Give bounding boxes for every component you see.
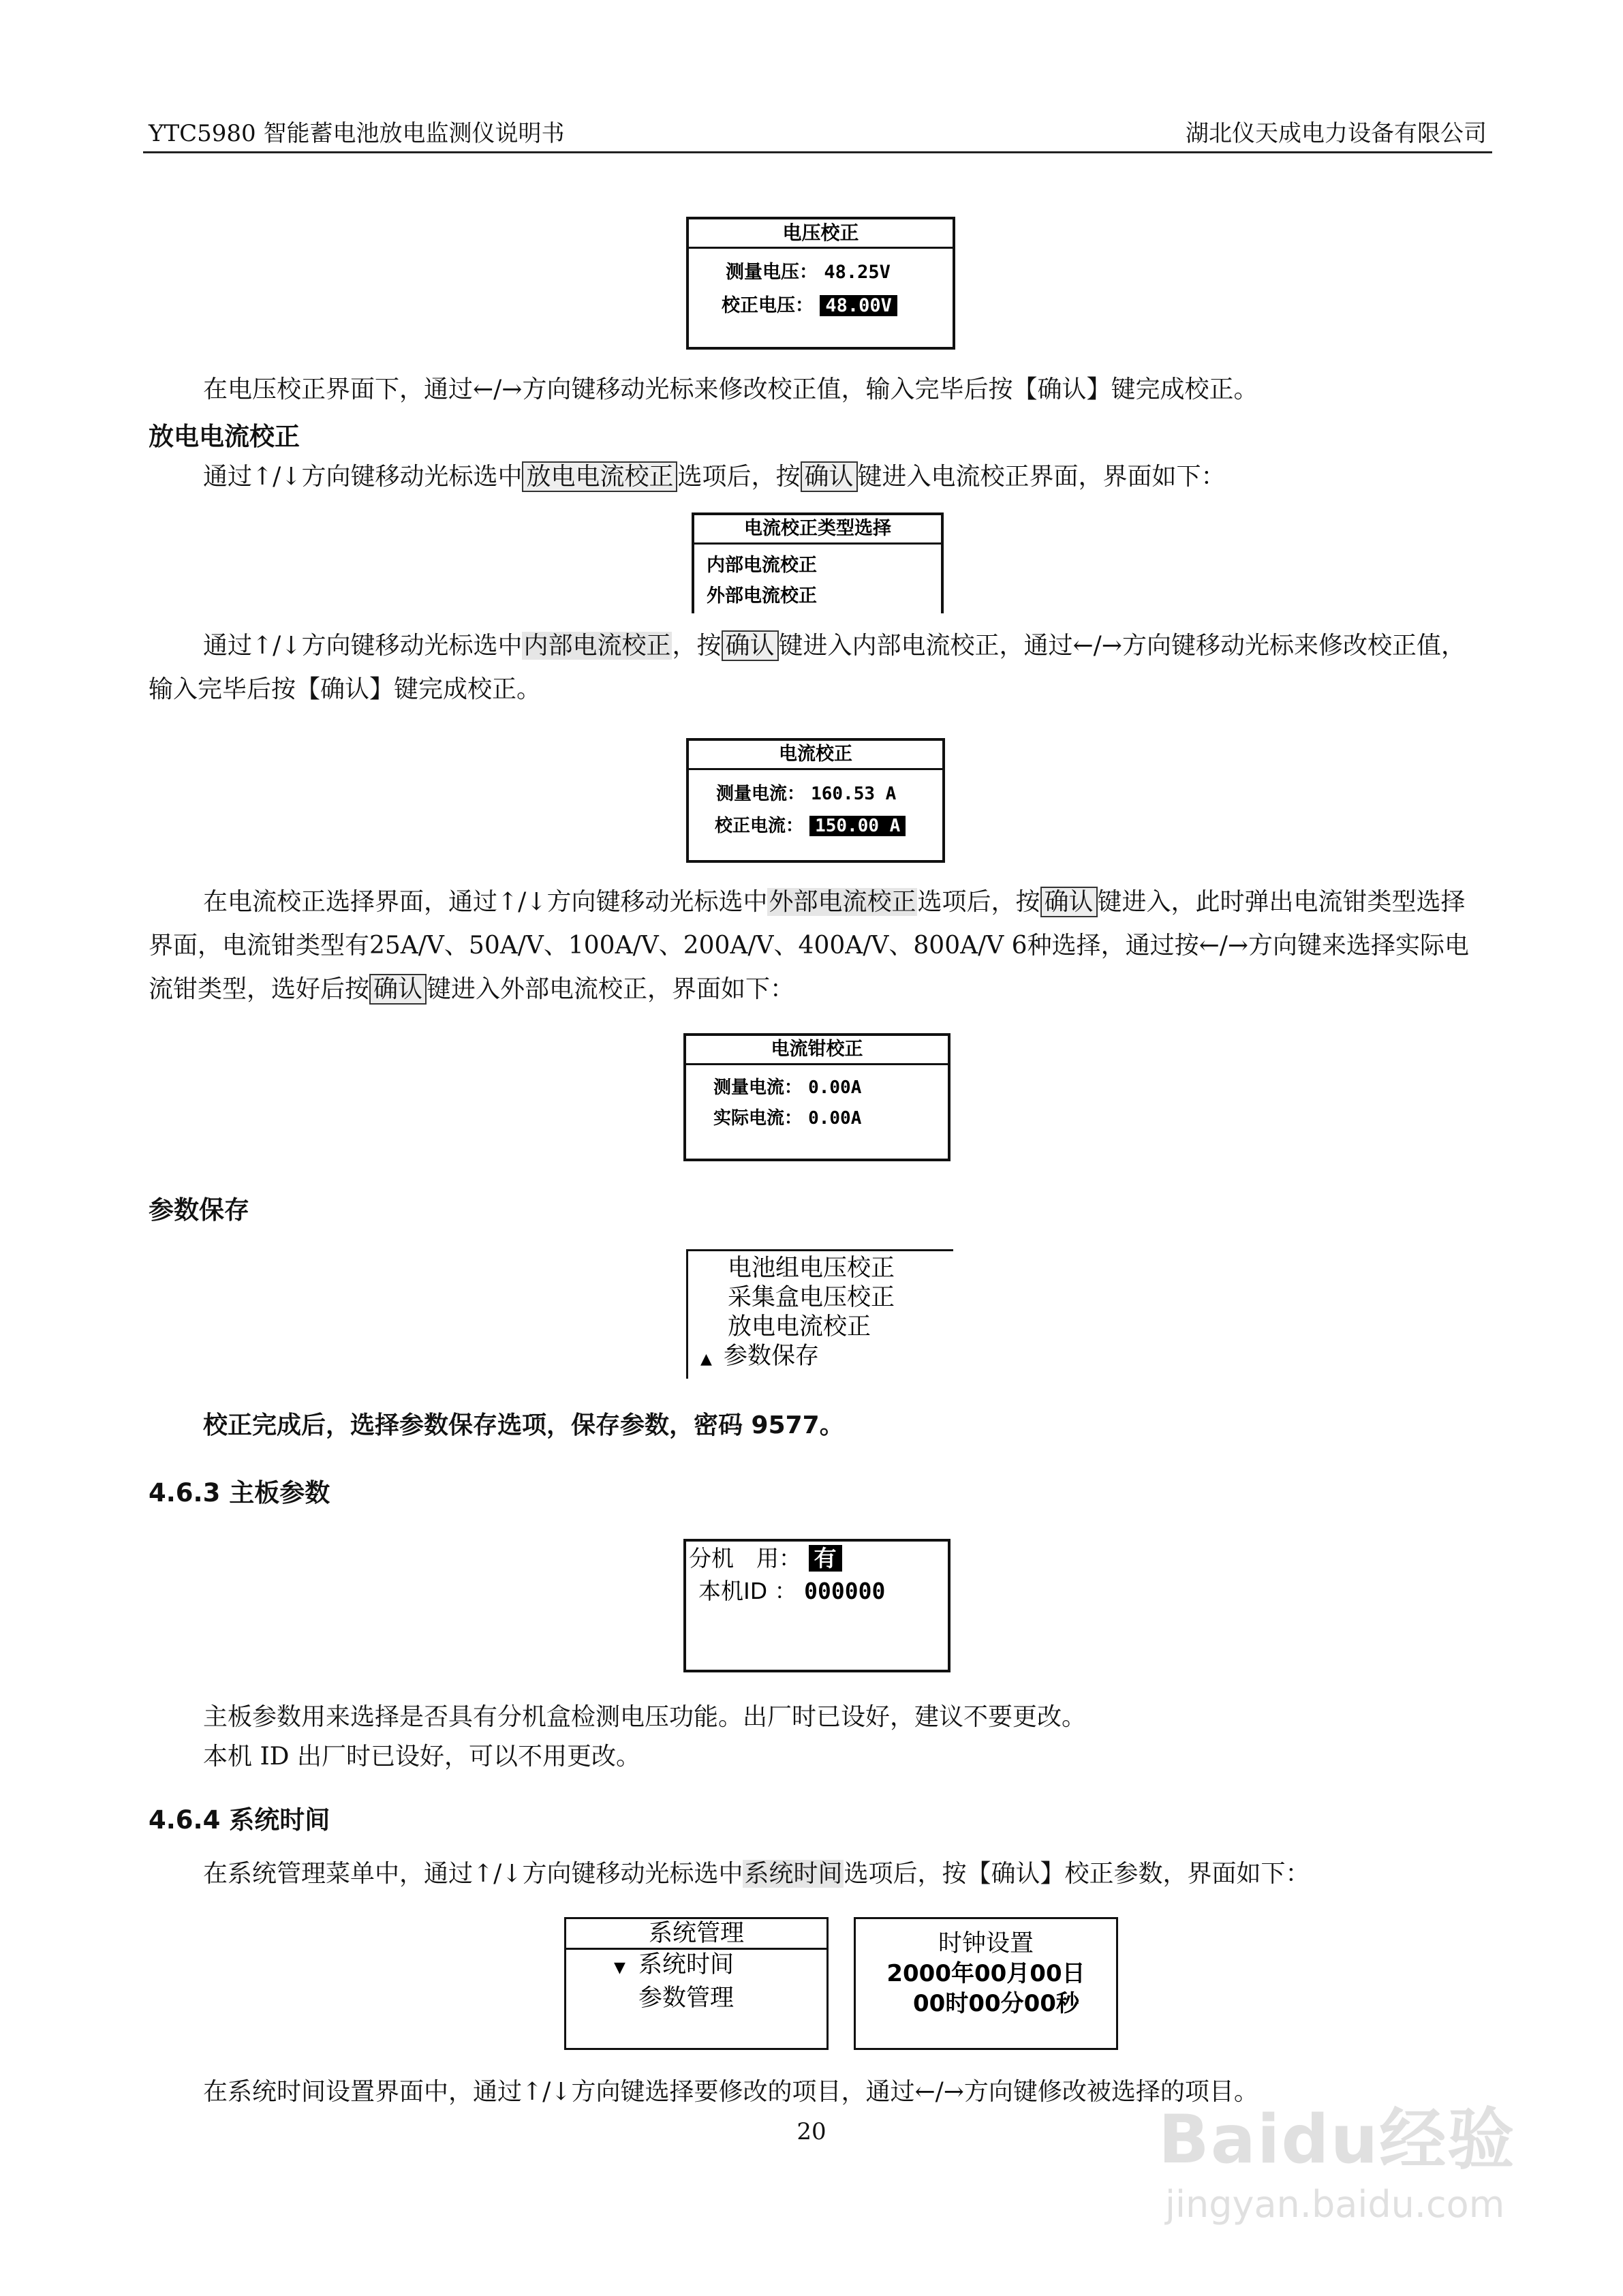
main-board-panel: [683, 1539, 950, 1672]
system-time-note: 在系统时间设置界面中，通过↑/↓方向键选择要修改的项目，通过←/→方向键修改被选择的项目。: [203, 2078, 1258, 2106]
heading-discharge-current: 放电电流校正: [149, 422, 300, 451]
heading-param-save: 参数保存: [149, 1195, 249, 1225]
panel-title: 电压校正: [689, 219, 953, 249]
external-instruction: 在电流校正选择界面，通过↑/↓方向键移动光标选中外部电流校正选项后，按 确认 键进入，此时弹出电流钳类型选择界面，电流钳类型有25A/V、50A/V、100A/V、200A/V、400A/V、800A/V 6种选择，通过按←/→方向键来选择实际电流钳类型，选好后按 确认 键进入外部电流校正，界面如下：: [149, 888, 1470, 1003]
cursor-down-icon: ▼: [614, 1959, 625, 1976]
header-title: YTC5980 智能蓄电池放电监测仪说明书: [149, 120, 565, 147]
actual-current-value: 0.00A: [808, 1108, 862, 1129]
heading-main-board: 4.6.3 主板参数: [149, 1478, 330, 1507]
measured-current-value: 0.00A: [808, 1077, 862, 1098]
voltage-calibration-panel: [686, 217, 955, 350]
calibrated-current-label: 校正电流：: [715, 816, 804, 836]
confirm-key: 确认: [1040, 887, 1098, 917]
measured-current-value: 160.53 A: [811, 784, 897, 804]
actual-current-label: 实际电流：: [713, 1108, 803, 1129]
panel-title: 电流校正: [689, 741, 942, 770]
clock-time[interactable]: 00时00分00秒: [913, 1990, 1079, 2017]
option-internal[interactable]: 内部电流校正: [707, 555, 817, 576]
sub-unit-label: 分机 用：: [689, 1545, 801, 1572]
menu-item-battery-voltage[interactable]: 电池组电压校正: [728, 1255, 895, 1282]
voltage-instruction: 在电压校正界面下，通过←/→方向键移动光标来修改校正值，输入完毕后按【确认】键完成校正。: [203, 376, 1258, 403]
calibration-menu-panel: [686, 1249, 953, 1379]
clock-date[interactable]: 2000年00月00日: [886, 1960, 1085, 1987]
option-external-current: 外部电流校正: [769, 888, 916, 916]
heading-system-time: 4.6.4 系统时间: [149, 1805, 330, 1835]
main-board-note-1: 主板参数用来选择是否具有分机盒检测电压功能。出厂时已设好，建议不要更改。: [203, 1703, 1087, 1731]
panel-title: 电流校正类型选择: [694, 515, 941, 545]
save-note: 校正完成后，选择参数保存选项，保存参数，密码 9577。: [203, 1411, 844, 1439]
calibrated-current-value[interactable]: 150.00 A: [809, 816, 906, 836]
clock-settings-panel: [854, 1917, 1118, 2050]
menu-item-collector-voltage[interactable]: 采集盒电压校正: [728, 1284, 895, 1311]
baidu-watermark: [1158, 2099, 1581, 2269]
measured-current-label: 测量电流：: [713, 1077, 803, 1098]
confirm-key: 确认: [722, 630, 779, 661]
main-board-note-2: 本机 ID 出厂时已设好，可以不用更改。: [203, 1743, 640, 1771]
current-calibration-panel: [686, 738, 945, 863]
system-time-instruction: 在系统管理菜单中，通过↑/↓方向键移动光标选中系统时间选项后，按【确认】校正参数，界面如下：: [203, 1860, 1310, 1888]
option-system-time: 系统时间: [744, 1860, 843, 1888]
measured-voltage-label: 测量电压：: [726, 262, 818, 283]
option-external[interactable]: 外部电流校正: [707, 585, 817, 607]
header-company: 湖北仪天成电力设备有限公司: [1186, 120, 1487, 147]
watermark-url: jingyan.baidu.com: [1165, 2183, 1505, 2226]
measured-current-label: 测量电流：: [716, 784, 805, 804]
device-id-label: 本机ID ：: [698, 1578, 797, 1604]
menu-item-discharge-current[interactable]: 放电电流校正: [728, 1313, 871, 1341]
calibrated-voltage-value[interactable]: 48.00V: [820, 295, 897, 316]
measured-voltage-value: 48.25V: [824, 262, 891, 283]
option-discharge-current: 放电电流校正: [522, 461, 677, 492]
menu-item-param-save[interactable]: 参数保存: [724, 1343, 820, 1370]
confirm-key: 确认: [801, 461, 858, 492]
internal-instruction: 通过↑/↓方向键移动光标选中内部电流校正，按 确认 键进入内部电流校正，通过←/→方向键移动光标来修改校正值，输入完毕后按【确认】键完成校正。: [149, 632, 1466, 703]
sub-unit-value[interactable]: 有: [809, 1545, 842, 1572]
page-number: 20: [797, 2118, 826, 2145]
menu-item-system-time[interactable]: 系统时间: [638, 1951, 735, 1978]
confirm-key: 确认: [369, 974, 427, 1005]
option-internal-current: 内部电流校正: [523, 632, 671, 660]
clamp-calibration-panel: [683, 1033, 950, 1161]
device-id-value[interactable]: 000000: [804, 1578, 886, 1604]
watermark-logo: Baidu经验: [1158, 2101, 1516, 2179]
menu-item-param-manage[interactable]: 参数管理: [638, 1985, 735, 2012]
system-management-panel: [564, 1917, 829, 2050]
panel-title: 系统管理: [566, 1919, 826, 1950]
cursor-up-icon: ▲: [700, 1351, 712, 1368]
header-rule: [143, 151, 1492, 153]
calibrated-voltage-label: 校正电压：: [722, 295, 814, 316]
current-type-panel: [692, 512, 944, 613]
panel-title: 电流钳校正: [686, 1036, 948, 1065]
panel-title: 时钟设置: [938, 1930, 1034, 1957]
discharge-instruction: 通过↑/↓方向键移动光标选中 放电电流校正 选项后，按 确认 键进入电流校正界面，界面如下：: [203, 463, 1226, 491]
